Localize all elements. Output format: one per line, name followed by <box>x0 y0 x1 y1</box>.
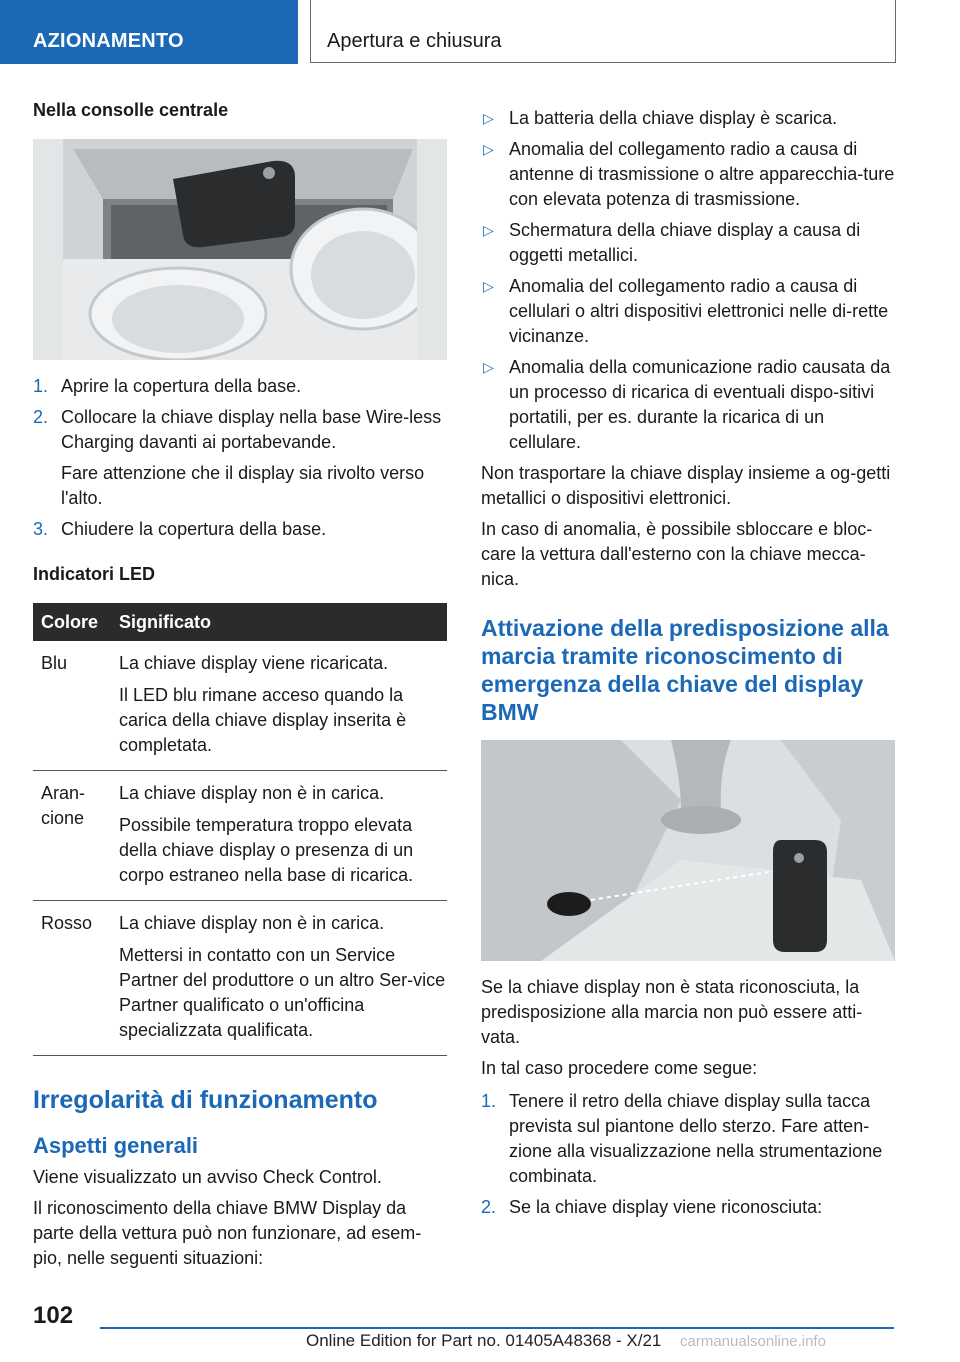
paragraph-check-control: Viene visualizzato un avviso Check Control. <box>33 1167 382 1187</box>
led-desc-cell <box>111 901 447 1056</box>
emergency-step-2 <box>481 1195 895 1220</box>
console-step-1 <box>33 374 447 399</box>
triangle-bullet-icon: ▷ <box>483 222 494 238</box>
step-number: 2. <box>33 407 49 427</box>
page-number: 102 <box>33 1302 74 1329</box>
header-section-tab <box>0 0 298 64</box>
led-color-cell: Blu <box>33 641 111 771</box>
led-desc-main: La chiave display non è in carica. <box>119 913 385 933</box>
step-text: Se la chiave display viene riconosciuta: <box>509 1197 823 1217</box>
led-desc-main: La chiave display viene ricaricata. <box>119 653 389 673</box>
paragraph-not-recognized: Se la chiave display non è stata riconosciuta, la predisposizione alla marcia non può essere atti-vata. <box>481 977 863 1047</box>
led-desc-detail: Il LED blu rimane acceso quando la carica della chiave display inserita è completata. <box>119 685 407 755</box>
step-text: Tenere il retro della chiave display sulla tacca prevista sul piantone dello sterzo. Fare atten-zione alla visualizzazione nella strumentazione combinata. <box>509 1091 883 1186</box>
led-color-cell: Aran-cione <box>33 771 111 901</box>
header-chapter-box <box>310 0 896 63</box>
table-row <box>33 641 447 771</box>
console-illustration <box>33 139 447 360</box>
subsection-heading-general: Aspetti generali <box>33 1133 199 1158</box>
table-row <box>33 901 447 1056</box>
step-number: 1. <box>481 1091 497 1111</box>
header-chapter-label: Apertura e chiusura <box>327 30 502 52</box>
steering-column-photo <box>481 740 895 961</box>
step-text: Collocare la chiave display nella base Wire-less Charging davanti ai portabevande. <box>61 407 442 452</box>
list-item: ▷ Schermatura della chiave display a causa di oggetti metallici. <box>483 220 861 265</box>
footer-edition: Online Edition for Part no. 01405A48368 - X/21 <box>306 1331 662 1350</box>
triangle-bullet-icon: ▷ <box>483 278 494 294</box>
paragraph-recognition: Il riconoscimento della chiave BMW Display da parte della vettura può non funzionare, ad esem-pio, nelle seguenti situazioni: <box>33 1198 422 1268</box>
paragraph-procedure: In tal caso procedere come segue: <box>481 1058 758 1078</box>
led-desc-detail: Possibile temperatura troppo elevata della chiave display o presenza di un corpo estraneo nella base di ricarica. <box>119 815 414 885</box>
console-step-3 <box>33 517 447 542</box>
left-column <box>33 100 447 1277</box>
step-number: 2. <box>481 1197 497 1217</box>
list-item: ▷ La batteria della chiave display è scarica. <box>481 106 895 131</box>
led-table <box>33 603 447 1056</box>
right-column <box>481 106 895 1226</box>
subheading-console: Nella consolle centrale <box>33 100 229 120</box>
led-desc-cell <box>111 771 447 901</box>
emergency-step-1 <box>481 1089 895 1189</box>
led-desc-detail: Mettersi in contatto con un Service Partner del produttore o un altro Ser-vice Partner qualificato o un'officina specializzata qualificata. <box>119 945 446 1040</box>
console-photo <box>33 139 447 360</box>
emergency-steps-list <box>481 1089 895 1220</box>
header-section-label: AZIONAMENTO <box>33 30 184 52</box>
led-col-colore: Colore <box>33 603 111 641</box>
led-color-cell: Rosso <box>33 901 111 1056</box>
led-desc-cell <box>111 641 447 771</box>
console-step-2 <box>33 405 447 511</box>
step-text: Aprire la copertura della base. <box>61 376 302 396</box>
footer-divider <box>100 1327 894 1329</box>
triangle-bullet-icon: ▷ <box>483 110 494 126</box>
step-note: Fare attenzione che il display sia rivolto verso l'alto. <box>61 463 425 508</box>
step-number: 1. <box>33 376 49 396</box>
triangle-bullet-icon: ▷ <box>483 141 494 157</box>
step-text: Chiudere la copertura della base. <box>61 519 327 539</box>
led-desc-main: La chiave display non è in carica. <box>119 783 385 803</box>
list-item: ▷ Anomalia della comunicazione radio causata da un processo di ricarica di eventuali dispo-sitivi portatili, per es. durante la ricarica di un cellulare. <box>483 357 891 452</box>
paragraph-mechanical-key: In caso di anomalia, è possibile sbloccare e bloc-care la vettura dall'esterno con la chiave mecca-nica. <box>481 519 873 589</box>
steering-column-illustration <box>481 740 895 961</box>
list-item: ▷ Anomalia del collegamento radio a causa di antenne di trasmissione o altre apparecchia-ture con elevata potenza di trasmissione. <box>483 139 895 209</box>
list-item: ▷ Anomalia del collegamento radio a causa di cellulari o altri dispositivi elettronici nelle di-rette vicinanze. <box>483 276 889 346</box>
paragraph-metal-objects: Non trasportare la chiave display insieme a og-getti metallici o dispositivi elettronici. <box>481 463 891 508</box>
section-heading-malfunction: Irregolarità di funzionamento <box>33 1086 378 1114</box>
table-row <box>33 771 447 901</box>
led-col-significato: Significato <box>111 603 447 641</box>
triangle-bullet-icon: ▷ <box>483 359 494 375</box>
led-heading: Indicatori LED <box>33 564 156 584</box>
console-steps-list <box>33 374 447 542</box>
led-table-header <box>33 603 447 641</box>
step-number: 3. <box>33 519 49 539</box>
malfunction-causes-list <box>481 106 895 455</box>
section-heading-emergency: Attivazione della predisposizione alla marcia tramite riconoscimento di emergenza della chiave del display BMW <box>481 615 889 725</box>
footer-watermark: carmanualsonline.info <box>680 1333 826 1350</box>
